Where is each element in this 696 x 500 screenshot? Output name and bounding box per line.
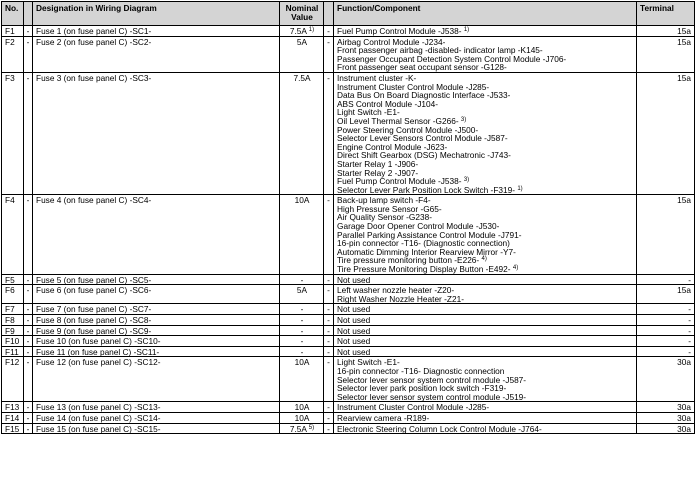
header-row	[2, 2, 695, 26]
table-row	[2, 274, 695, 285]
dash-separator: -	[24, 423, 33, 434]
component-text: Fuel Pump Control Module -J538-	[337, 26, 462, 36]
fuse-number: F4	[2, 195, 24, 274]
component-text: Oil Level Thermal Sensor -G266-	[337, 115, 459, 126]
header-nominal-value	[280, 2, 324, 26]
component-text: Garage Door Opener Control Module -J530-	[337, 221, 500, 232]
footnote-marker: 4)	[481, 256, 487, 263]
component-text: High Pressure Sensor -G65-	[337, 203, 442, 214]
fuse-number: F12	[2, 357, 24, 402]
table-row	[2, 346, 695, 357]
fuse-designation: Fuse 11 (on fuse panel C) -SC11-	[33, 346, 280, 357]
component-text: Light Switch -E1-	[337, 107, 400, 118]
fuse-designation: Fuse 14 (on fuse panel C) -SC14-	[33, 412, 280, 423]
dash-separator: -	[24, 315, 33, 326]
nominal-value-text: 7.5A	[289, 423, 307, 434]
dash-separator: -	[24, 72, 33, 194]
nominal-value-text: -	[300, 336, 304, 347]
component-line	[337, 316, 634, 325]
component-text: Engine Control Module -J623-	[337, 141, 448, 152]
dash-separator: -	[24, 336, 33, 347]
footnote-marker: 4)	[512, 265, 519, 272]
dash-separator: -	[324, 36, 334, 72]
table-header	[2, 2, 695, 26]
terminal: -	[637, 274, 695, 285]
component-text: Direct Shift Gearbox (DSG) Mechatronic -J743-	[337, 150, 511, 161]
component-text: 16-pin connector -T16- Diagnostic connection	[337, 365, 505, 376]
dash-separator: -	[324, 346, 334, 357]
function-component	[334, 325, 637, 336]
component-line	[337, 265, 634, 274]
dash-separator: -	[24, 412, 33, 423]
nominal-value-text: 10A	[294, 195, 310, 206]
component-line	[337, 327, 634, 336]
dash-separator: -	[24, 195, 33, 274]
nominal-value	[280, 315, 324, 326]
table-row	[2, 304, 695, 315]
terminal: 30a	[637, 357, 695, 402]
fuse-designation: Fuse 1 (on fuse panel C) -SC1-	[33, 26, 280, 37]
dash-separator: -	[324, 402, 334, 413]
function-component	[334, 412, 637, 423]
dash-separator: -	[324, 412, 334, 423]
fuse-designation: Fuse 15 (on fuse panel C) -SC15-	[33, 423, 280, 434]
nominal-value	[280, 346, 324, 357]
dash-separator: -	[324, 304, 334, 315]
fuse-designation: Fuse 7 (on fuse panel C) -SC7-	[33, 304, 280, 315]
dash-separator: -	[24, 274, 33, 285]
table-row	[2, 72, 695, 194]
table-row	[2, 315, 695, 326]
nominal-value	[280, 285, 324, 304]
table-row	[2, 285, 695, 304]
fuse-number: F7	[2, 304, 24, 315]
fuse-number: F9	[2, 325, 24, 336]
footnote-marker: 1)	[308, 27, 315, 33]
fuse-designation: Fuse 5 (on fuse panel C) -SC5-	[33, 274, 280, 285]
component-text: Tire Pressure Monitoring Display Button -E492-	[337, 264, 511, 275]
footnote-marker: 3)	[463, 177, 470, 184]
component-line	[337, 348, 634, 357]
fuse-number: F13	[2, 402, 24, 413]
terminal: -	[637, 315, 695, 326]
nominal-value	[280, 72, 324, 194]
nominal-value	[280, 423, 324, 434]
function-component	[334, 336, 637, 347]
dash-separator: -	[24, 285, 33, 304]
component-line	[337, 337, 634, 346]
component-text: Air Quality Sensor -G238-	[337, 212, 432, 223]
header-nominal-line2: Value	[291, 11, 313, 22]
component-text: Automatic Dimming Interior Rearview Mirror -Y7-	[337, 246, 516, 257]
component-text: Fuel Pump Control Module -J538-	[337, 176, 462, 187]
header-function: Function/Component	[334, 2, 637, 26]
component-text: 16-pin connector -T16- (Diagnostic connection)	[337, 238, 510, 249]
fuse-designation: Fuse 3 (on fuse panel C) -SC3-	[33, 72, 280, 194]
fuse-number: F8	[2, 315, 24, 326]
function-component	[334, 36, 637, 72]
nominal-value-text: 5A	[296, 36, 308, 47]
component-text: Starter Relay 2 -J907-	[337, 167, 419, 178]
function-component	[334, 26, 637, 37]
nominal-value-text: -	[300, 274, 304, 285]
dash-separator: -	[324, 195, 334, 274]
component-line	[337, 414, 634, 423]
component-text: Not used	[337, 336, 371, 347]
nominal-value-text: -	[300, 304, 304, 315]
function-component	[334, 423, 637, 434]
dash-separator: -	[24, 36, 33, 72]
dash-separator: -	[324, 423, 334, 434]
component-text: Starter Relay 1 -J906-	[337, 158, 419, 169]
table-row	[2, 195, 695, 274]
table-row	[2, 336, 695, 347]
component-text: Not used	[337, 346, 371, 357]
terminal: 15a	[637, 36, 695, 72]
component-text: Electronic Steering Column Lock Control Module -J764-	[337, 423, 542, 434]
fuse-designation: Fuse 8 (on fuse panel C) -SC8-	[33, 315, 280, 326]
component-text: Not used	[337, 304, 371, 315]
component-text: Not used	[337, 315, 371, 325]
component-line	[337, 276, 634, 285]
fuse-designation: Fuse 4 (on fuse panel C) -SC4-	[33, 195, 280, 274]
nominal-value	[280, 26, 324, 37]
component-line	[337, 63, 634, 72]
nominal-value-text: 5A	[296, 285, 308, 296]
function-component	[334, 72, 637, 194]
function-component	[334, 304, 637, 315]
dash-separator: -	[324, 325, 334, 336]
header-terminal: Terminal	[637, 2, 695, 26]
fuse-number: F10	[2, 336, 24, 347]
terminal: 15a	[637, 72, 695, 194]
terminal: -	[637, 346, 695, 357]
table-row	[2, 325, 695, 336]
nominal-value	[280, 274, 324, 285]
terminal: 15a	[637, 285, 695, 304]
component-text: Selector lever park position lock switch -F319-	[337, 383, 507, 394]
table-row	[2, 36, 695, 72]
fuse-number: F2	[2, 36, 24, 72]
footnote-marker: 1)	[517, 185, 523, 192]
header-nominal-line1: Nominal	[285, 3, 319, 13]
nominal-value	[280, 195, 324, 274]
dash-separator: -	[324, 336, 334, 347]
terminal: 15a	[637, 26, 695, 37]
terminal: 30a	[637, 423, 695, 434]
dash-separator: -	[324, 274, 334, 285]
component-text: Tire pressure monitoring button -E226-	[337, 255, 480, 266]
table-row	[2, 402, 695, 413]
header-spacer	[24, 2, 33, 26]
terminal: 30a	[637, 402, 695, 413]
fuse-designation: Fuse 9 (on fuse panel C) -SC9-	[33, 325, 280, 336]
component-text: Selector Lever Sensors Control Module -J587-	[337, 133, 508, 144]
footnote-marker: 3)	[460, 116, 467, 123]
fuse-table	[1, 1, 695, 434]
component-text: Power Steering Control Module -J500-	[337, 124, 479, 135]
component-line	[337, 425, 634, 434]
component-text: Back-up lamp switch -F4-	[337, 195, 431, 206]
terminal: -	[637, 325, 695, 336]
nominal-value	[280, 402, 324, 413]
component-text: Passenger Occupant Detection System Control Module -J706-	[337, 53, 567, 64]
table-row	[2, 423, 695, 434]
component-text: Selector Lever Park Position Lock Switch -F319-	[337, 184, 515, 195]
nominal-value	[280, 336, 324, 347]
component-text: Instrument cluster -K-	[337, 72, 417, 83]
function-component	[334, 195, 637, 274]
fuse-number: F15	[2, 423, 24, 434]
nominal-value	[280, 325, 324, 336]
dash-separator: -	[24, 357, 33, 402]
component-text: Not used	[337, 274, 371, 285]
component-text: Not used	[337, 325, 371, 336]
nominal-value-text: -	[300, 346, 304, 357]
fuse-number: F1	[2, 26, 24, 37]
dash-separator: -	[24, 346, 33, 357]
fuse-designation: Fuse 6 (on fuse panel C) -SC6-	[33, 285, 280, 304]
nominal-value-text: 10A	[294, 412, 310, 423]
table-body	[2, 26, 695, 434]
component-text: Data Bus On Board Diagnostic Interface -J533-	[337, 90, 511, 101]
nominal-value-text: -	[300, 315, 304, 325]
function-component	[334, 285, 637, 304]
header-no: No.	[2, 2, 24, 26]
nominal-value	[280, 36, 324, 72]
component-line	[337, 295, 634, 304]
component-text: Front passenger seat occupant sensor -G128-	[337, 62, 507, 73]
dash-separator: -	[324, 315, 334, 326]
footnote-marker: 5)	[308, 424, 315, 431]
terminal: -	[637, 304, 695, 315]
function-component	[334, 315, 637, 326]
nominal-value-text: 7.5A	[293, 72, 311, 83]
function-component	[334, 274, 637, 285]
component-text: Instrument Cluster Control Module -J285-	[337, 402, 490, 413]
nominal-value	[280, 412, 324, 423]
component-text: Selector lever sensor system control module -J587-	[337, 374, 527, 385]
dash-separator: -	[324, 26, 334, 37]
nominal-value-text: 7.5A	[289, 26, 307, 36]
function-component	[334, 402, 637, 413]
component-line	[337, 186, 634, 195]
component-text: Airbag Control Module -J234-	[337, 36, 446, 47]
component-text: ABS Control Module -J104-	[337, 98, 438, 109]
component-text: Instrument Cluster Control Module -J285-	[337, 81, 490, 92]
nominal-value-text: -	[300, 325, 304, 336]
fuse-number: F14	[2, 412, 24, 423]
header-designation: Designation in Wiring Diagram	[33, 2, 280, 26]
fuse-designation: Fuse 10 (on fuse panel C) -SC10-	[33, 336, 280, 347]
fuse-designation: Fuse 12 (on fuse panel C) -SC12-	[33, 357, 280, 402]
table-row	[2, 357, 695, 402]
table-row	[2, 412, 695, 423]
component-line	[337, 403, 634, 412]
dash-separator: -	[324, 357, 334, 402]
nominal-value-text: 10A	[294, 357, 310, 368]
dash-separator: -	[24, 325, 33, 336]
terminal: 30a	[637, 412, 695, 423]
fuse-designation: Fuse 2 (on fuse panel C) -SC2-	[33, 36, 280, 72]
terminal: 15a	[637, 195, 695, 274]
header-spacer	[324, 2, 334, 26]
nominal-value	[280, 304, 324, 315]
fuse-number: F11	[2, 346, 24, 357]
fuse-number: F3	[2, 72, 24, 194]
function-component	[334, 346, 637, 357]
fuse-designation: Fuse 13 (on fuse panel C) -SC13-	[33, 402, 280, 413]
component-line	[337, 393, 634, 402]
component-text: Right Washer Nozzle Heater -Z21-	[337, 293, 464, 304]
dash-separator: -	[24, 304, 33, 315]
component-line	[337, 305, 634, 314]
nominal-value	[280, 357, 324, 402]
component-text: Left washer nozzle heater -Z20-	[337, 285, 455, 296]
terminal: -	[637, 336, 695, 347]
fuse-number: F6	[2, 285, 24, 304]
dash-separator: -	[24, 402, 33, 413]
component-text: Front passenger airbag -disabled- indicator lamp -K145-	[337, 45, 543, 56]
fuse-number: F5	[2, 274, 24, 285]
nominal-value-text: 10A	[294, 402, 310, 413]
table-row	[2, 26, 695, 37]
component-text: Parallel Parking Assistance Control Module -J791-	[337, 229, 522, 240]
dash-separator: -	[24, 26, 33, 37]
dash-separator: -	[324, 285, 334, 304]
footnote-marker: 1)	[463, 27, 470, 33]
dash-separator: -	[324, 72, 334, 194]
component-text: Light Switch -E1-	[337, 357, 400, 368]
component-text: Rearview camera -R189-	[337, 412, 430, 423]
function-component	[334, 357, 637, 402]
component-text: Selector lever sensor system control module -J519-	[337, 391, 527, 402]
component-line	[337, 27, 634, 36]
